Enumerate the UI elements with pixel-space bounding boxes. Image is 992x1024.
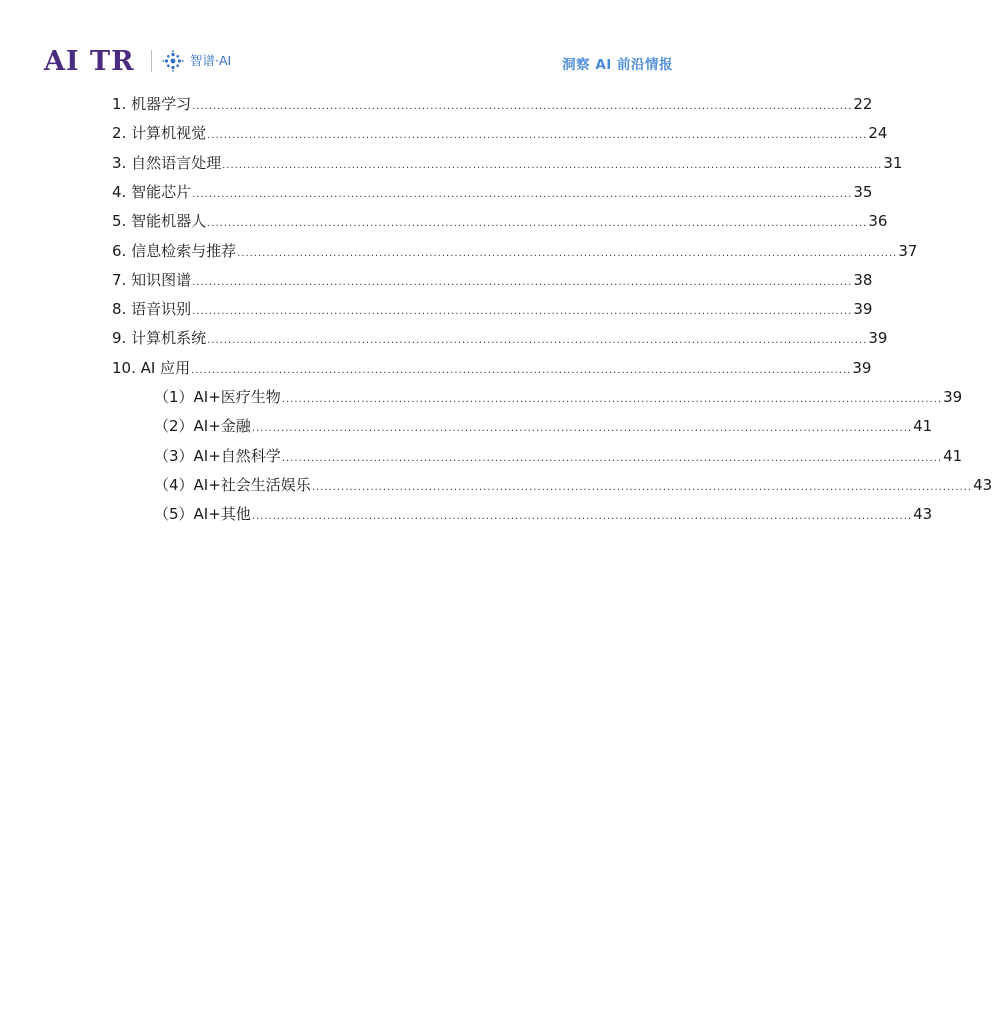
toc-entry[interactable] [112,149,903,177]
toc-entry[interactable] [112,178,873,206]
toc-dot-leader: .............................................................................................................................................................. [192,101,853,112]
toc-dot-leader: .............................................................................................................................................................. [222,159,883,171]
toc-entry-label: 8. 语音识别 [112,300,192,319]
toc-entry-label: （1）AI+医疗生物 [154,388,281,406]
toc-dot-leader: .............................................................................................................................................................. [281,452,943,464]
toc-page-number: 43 [973,475,992,494]
toc-entry-label: 1. 机器学习 [112,95,192,113]
toc-dot-leader: .............................................................................................................................................................. [192,306,853,318]
toc-entry-label: 7. 知识图谱 [112,270,192,289]
toc-entry-label: （3）AI+自然科学 [154,446,281,465]
toc-dot-leader: .............................................................................................................................................................. [207,218,868,230]
toc-entry[interactable] [112,207,888,235]
toc-entry[interactable] [112,295,873,323]
toc-dot-leader: .............................................................................................................................................................. [251,423,913,435]
toc-entry[interactable] [112,90,873,118]
toc-dot-leader: .............................................................................................................................................................. [237,247,898,259]
zhipu-brand [162,50,231,72]
toc-page-number: 39 [853,300,873,319]
toc-entry[interactable] [112,119,888,147]
toc-page-number: 43 [913,505,933,524]
toc-subentry[interactable] [154,383,963,411]
toc-entry[interactable] [112,354,872,382]
toc-page-number: 36 [868,212,888,231]
toc-page-number: 22 [853,95,873,113]
toc-entry[interactable] [112,266,873,294]
toc-entry-label: 6. 信息检索与推荐 [112,241,237,260]
toc-dot-leader: .............................................................................................................................................................. [191,364,852,376]
toc-dot-leader: .............................................................................................................................................................. [281,394,943,405]
toc-page-number: 38 [853,270,873,289]
toc-entry-label: 4. 智能芯片 [112,182,192,201]
toc-page-number: 37 [898,241,918,260]
toc-dot-leader: .............................................................................................................................................................. [207,335,868,347]
toc-entry-label: 10. AI 应用 [112,358,191,377]
zhipu-network-icon [162,50,184,72]
toc-subentry[interactable] [154,500,933,528]
toc-dot-leader: .............................................................................................................................................................. [192,188,853,200]
toc-page-number: 41 [913,417,933,436]
toc-page-number: 39 [868,329,888,348]
toc-entry-label: 5. 智能机器人 [112,212,207,231]
aitr-logo: AI TR [44,46,135,77]
toc-entry-label: 2. 计算机视觉 [112,124,207,143]
toc-page-number: 39 [943,388,963,406]
toc-subentry[interactable] [154,412,933,440]
toc-page-number: 39 [852,358,872,377]
logo-divider [151,50,152,72]
toc-page-number: 31 [883,153,903,172]
toc-page-number: 24 [868,124,888,143]
toc-entry[interactable] [112,237,918,265]
toc-page-number: 41 [943,446,963,465]
toc-dot-leader: .............................................................................................................................................................. [192,276,853,288]
page-header [0,0,724,90]
toc-page-number: 35 [853,182,873,201]
toc-entry-label: 9. 计算机系统 [112,329,207,348]
toc-entry-label: （5）AI+其他 [154,505,251,524]
toc-entry-label: （4）AI+社会生活娱乐 [154,475,311,494]
toc-subentry[interactable] [154,471,992,499]
toc-dot-leader: .............................................................................................................................................................. [207,130,868,142]
header-tagline: 洞察 AI 前沿情报 [562,57,673,73]
toc-entry-label: 3. 自然语言处理 [112,153,222,172]
toc-dot-leader: .............................................................................................................................................................. [311,481,973,493]
brand-text: 智谱·AI [190,53,232,68]
toc-entry[interactable] [112,324,888,352]
toc-subentry[interactable] [154,442,963,470]
toc-entry-label: （2）AI+金融 [154,417,251,436]
toc-dot-leader: .............................................................................................................................................................. [251,511,913,523]
